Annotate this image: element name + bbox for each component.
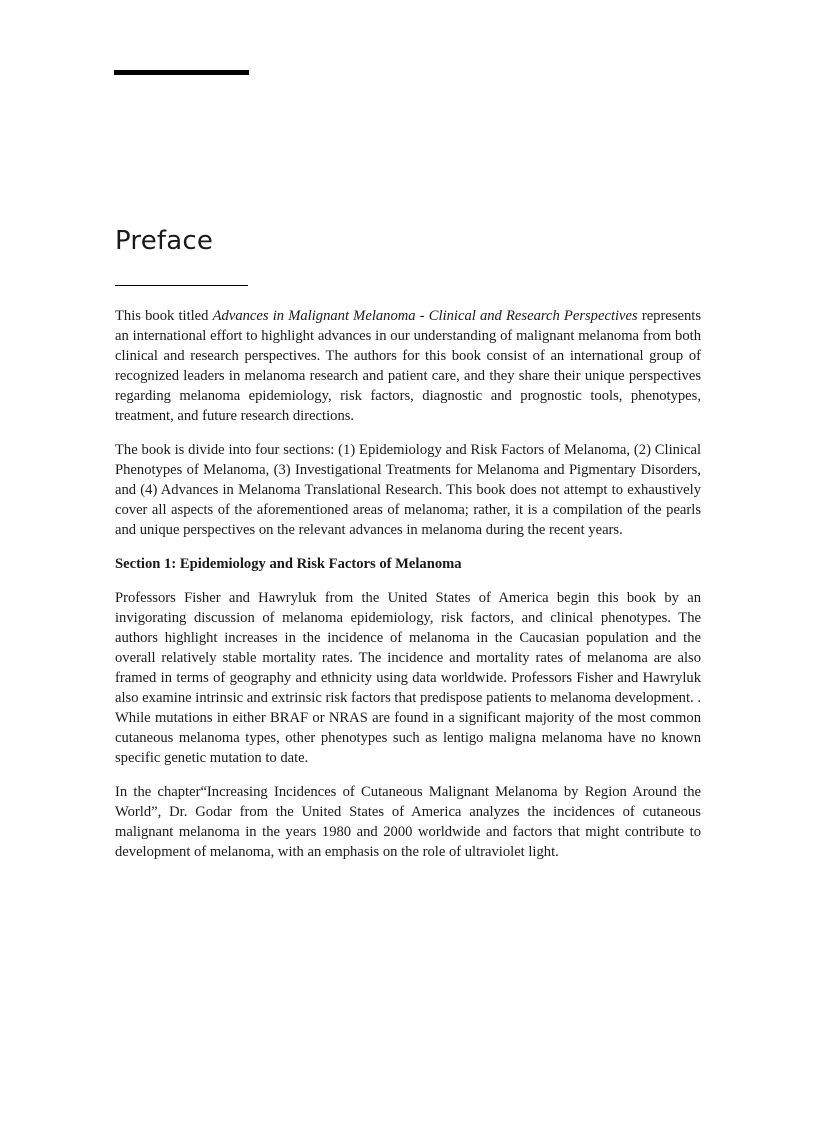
book-title: Advances in Malignant Melanoma - Clinical and Research Perspectives — [212, 308, 638, 324]
intro-text-rest: represents an international effort to highlight advances in our understanding of malignant melanoma from both clinical and research perspectives. The authors for this book consist of an international group of recognized leaders in melanoma research and patient care, and they share their unique perspectives regarding melanoma epidemiology, risk factors, diagnostic and prognostic tools, phenotypes, treatment, and future research directions. — [115, 308, 702, 424]
intro-paragraph — [115, 306, 701, 426]
preface-body — [115, 306, 701, 876]
sections-overview-paragraph: The book is divide into four sections: (1) Epidemiology and Risk Factors of Melanoma, (2) Clinical Phenotypes of Melanoma, (3) Investigational Treatments for Melanoma and Pigmentary Disorders, and (4) Advances in Melanoma Translational Research. This book does not attempt to exhaustively cover all aspects of the aforementioned areas of melanoma; rather, it is a compilation of the pearls and unique perspectives on the relevant advances in melanoma during the recent years. — [115, 442, 701, 538]
top-decorative-bar — [114, 70, 249, 75]
intro-text-start: This book titled — [115, 308, 213, 324]
section-1-heading: Section 1: Epidemiology and Risk Factors of Melanoma — [115, 556, 462, 572]
section-1-paragraph-2: In the chapter“Increasing Incidences of Cutaneous Malignant Melanoma by Region Around the World”, Dr. Godar from the United States of America analyzes the incidences of cutaneous malignant melanoma in the years 1980 and 2000 worldwide and factors that might contribute to development of melanoma, with an emphasis on the role of ultraviolet light. — [115, 784, 701, 860]
title-underline-rule — [115, 285, 248, 286]
section-1-paragraph-1: Professors Fisher and Hawryluk from the United States of America begin this book by an invigorating discussion of melanoma epidemiology, risk factors, and clinical phenotypes. The authors highlight increases in the incidence of melanoma in the Caucasian population and the overall relatively stable mortality rates. The incidence and mortality rates of melanoma are also framed in terms of geography and ethnicity using data worldwide. Professors Fisher and Hawryluk also examine intrinsic and extrinsic risk factors that predispose patients to melanoma development. . While mutations in either BRAF or NRAS are found in a significant majority of the most common cutaneous melanoma types, other phenotypes such as lentigo maligna melanoma have no known specific genetic mutation to date. — [115, 590, 701, 766]
page-title: Preface — [115, 226, 214, 256]
